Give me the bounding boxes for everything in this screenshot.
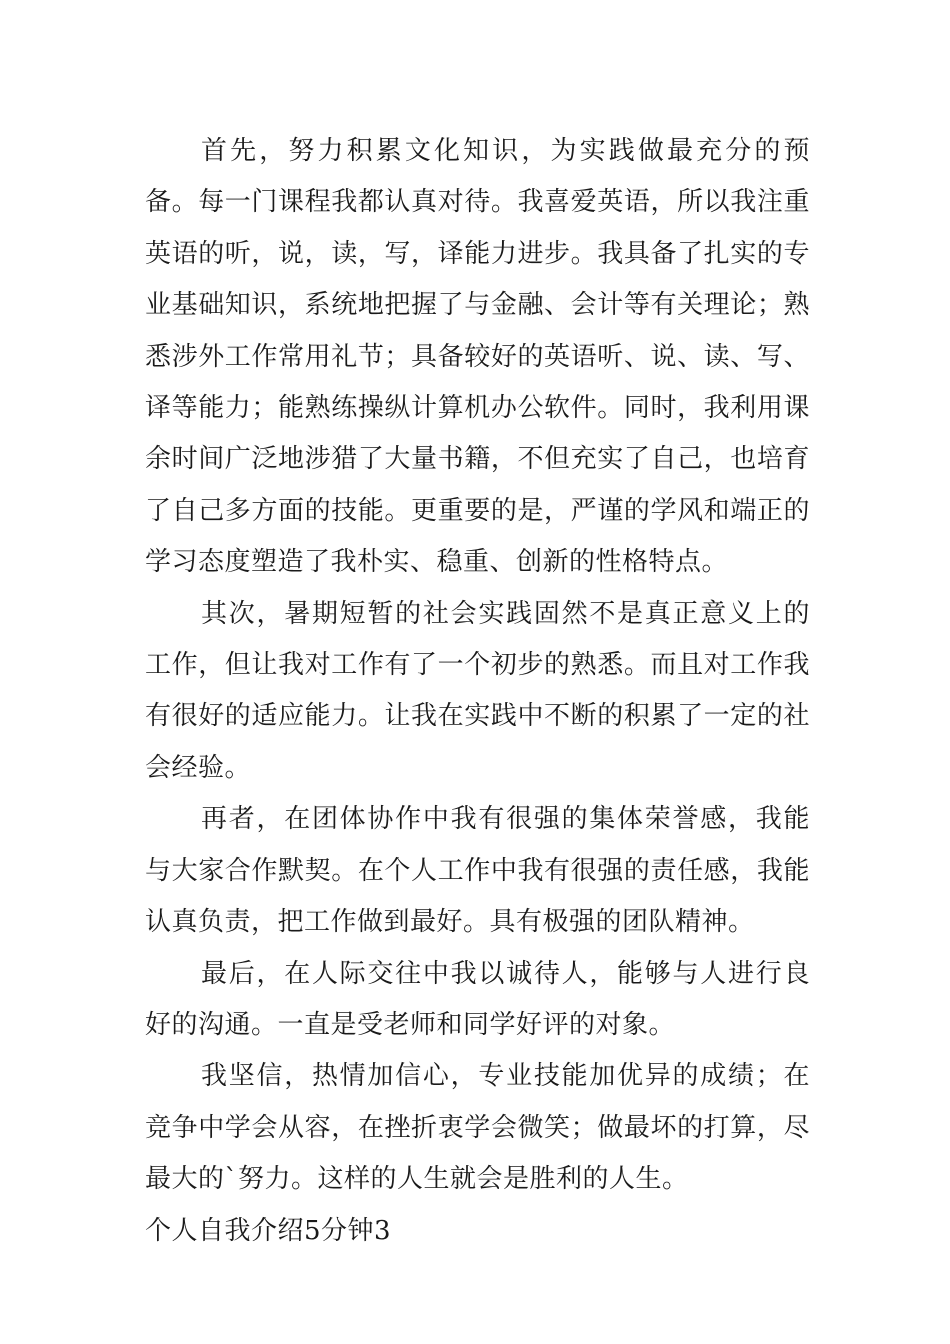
paragraph-5: 我坚信，热情加信心，专业技能加优异的成绩；在竞争中学会从容，在挫折衷学会微笑；做最坏的打算，尽最大的`努力。这样的人生就会是胜利的人生。 [145, 1061, 810, 1195]
document-body [145, 126, 810, 1257]
paragraph-1: 首先，努力积累文化知识，为实践做最充分的预备。每一门课程我都认真对待。我喜爱英语，所以我注重英语的听，说，读，写，译能力进步。我具备了扎实的专业基础知识，系统地把握了与金融、会计等有关理论；熟悉涉外工作常用礼节；具备较好的英语听、说、读、写、译等能力；能熟练操纵计算机办公软件。同时，我利用课余时间广泛地涉猎了大量书籍，不但充实了自己，也培育了自己多方面的技能。更重要的是，严谨的学风和端正的学习态度塑造了我朴实、稳重、创新的性格特点。 [145, 136, 810, 578]
section-heading: 个人自我介绍5分钟3 [145, 1215, 392, 1246]
paragraph-4: 最后，在人际交往中我以诚待人，能够与人进行良好的沟通。一直是受老师和同学好评的对象。 [145, 958, 810, 1040]
paragraph-3: 再者，在团体协作中我有很强的集体荣誉感，我能与大家合作默契。在个人工作中我有很强的责任感，我能认真负责，把工作做到最好。具有极强的团队精神。 [145, 804, 810, 938]
paragraph-2: 其次，暑期短暂的社会实践固然不是真正意义上的工作，但让我对工作有了一个初步的熟悉。而且对工作我有很好的适应能力。让我在实践中不断的积累了一定的社会经验。 [145, 598, 810, 783]
